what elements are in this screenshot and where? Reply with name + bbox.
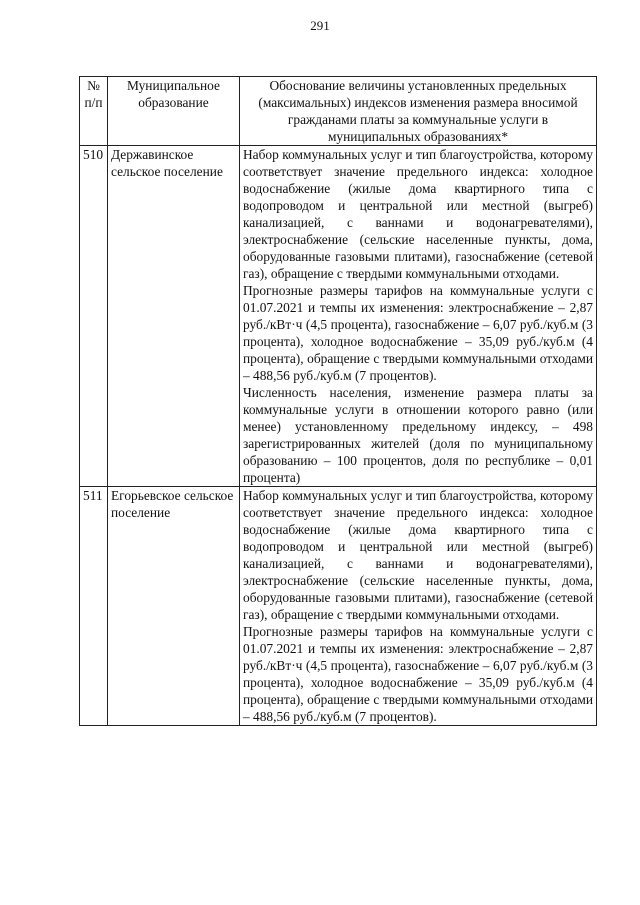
row-justification bbox=[240, 146, 597, 487]
table-row bbox=[80, 146, 597, 487]
header-justification: Обоснование величины установленных предельных (максимальных) индексов изменения размера вносимой гражданами платы за коммунальные услуги в муниципальных образованиях* bbox=[240, 77, 597, 146]
justification-paragraph: Численность населения, изменение размера платы за коммунальные услуги в отношении которого равно (или менее) установленному предельному индексу, – 498 зарегистрированных жителей (доля по муниципальному образованию – 100 процентов, доля по республике – 0,01 процента) bbox=[243, 385, 593, 485]
table-row bbox=[80, 487, 597, 726]
justification-paragraph: Прогнозные размеры тарифов на коммунальные услуги с 01.07.2021 и темпы их изменения: электроснабжение – 2,87 руб./кВт·ч (4,5 процента), газоснабжение – 6,07 руб./куб.м (3 процента), холодное водоснабжение – 35,09 руб./куб.м (4 процента), обращение с твердыми коммунальными отходами – 488,56 руб./куб.м (7 процентов). bbox=[243, 283, 593, 383]
header-number: № п/п bbox=[80, 77, 108, 146]
justification-paragraph: Набор коммунальных услуг и тип благоустройства, которому соответствует значение предельного индекса: холодное водоснабжение (жилые дома квартирного типа с водопроводом и центральной или местной (выгреб) канализацией, с ваннами и водонагревателями), электроснабжение (сельские населенные пункты, дома, оборудованные газовыми плитами), газоснабжение (сетевой газ), обращение с твердыми коммунальными отходами. bbox=[243, 488, 593, 622]
justification-paragraph: Прогнозные размеры тарифов на коммунальные услуги с 01.07.2021 и темпы их изменения: электроснабжение – 2,87 руб./кВт·ч (4,5 процента), газоснабжение – 6,07 руб./куб.м (3 процента), холодное водоснабжение – 35,09 руб./куб.м (4 процента), обращение с твердыми коммунальными отходами – 488,56 руб./куб.м (7 процентов). bbox=[243, 624, 593, 724]
table-header-row bbox=[80, 77, 597, 146]
row-municipality: Егорьевское сельское поселение bbox=[108, 487, 240, 726]
header-municipality: Муниципальное образование bbox=[108, 77, 240, 146]
justification-paragraph: Набор коммунальных услуг и тип благоустройства, которому соответствует значение предельного индекса: холодное водоснабжение (жилые дома квартирного типа с водопроводом и центральной или местной (выгреб) канализацией, с ваннами и водонагревателями), электроснабжение (сельские населенные пункты, дома, оборудованные газовыми плитами), газоснабжение (сетевой газ), обращение с твердыми коммунальными отходами. bbox=[243, 147, 593, 281]
row-number: 511 bbox=[80, 487, 108, 726]
row-justification bbox=[240, 487, 597, 726]
row-municipality: Державинское сельское поселение bbox=[108, 146, 240, 487]
page-number: 291 bbox=[310, 18, 330, 33]
row-number: 510 bbox=[80, 146, 108, 487]
tariff-justification-table bbox=[79, 76, 597, 726]
